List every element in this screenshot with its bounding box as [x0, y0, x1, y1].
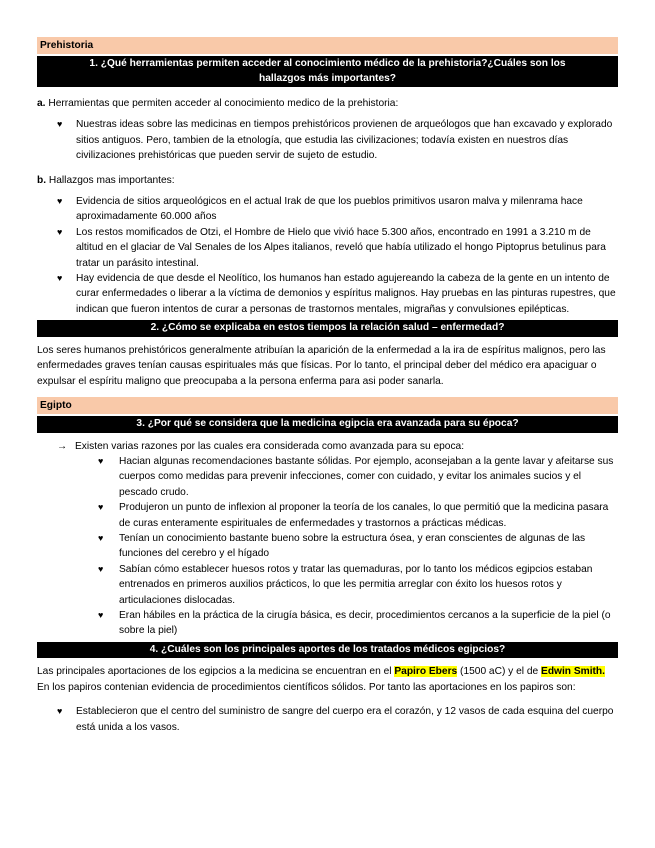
- list-item-text: Eran hábiles en la práctica de la cirugía básica, es decir, procedimientos cercanos a la superficie de la piel (o sobre la piel): [119, 609, 611, 637]
- question-title: 4. ¿Cuáles son los principales aportes de los tratados médicos egipcios?: [149, 643, 506, 655]
- list-item-text: Tenían un conocimiento bastante bueno sobre la estructura ósea, y eran conscientes de algunas de las funciones del cerebro y el hígado: [119, 532, 586, 560]
- paragraph-health-disease: Los seres humanos prehistóricos generalmente atribuían la aparición de la enfermedad a la ira de espíritus malignos, pero las enfermedades graves tenían causas espirituales más que físicas. Por lo tanto, el principal deber del médico era apaciguar o expulsar el espíritu maligno que preocupaba a la persona enferma para asi poder sanarla.: [37, 344, 606, 387]
- list-item: [98, 500, 618, 531]
- question-header-2: [37, 320, 618, 337]
- list-item-text: Los restos momificados de Otzi, el Hombre de Hielo que vivió hace 5.300 años, encontrado en 1991 a 3.210 m de altitud en el glaciar de Val Senales de los Alpes italianos, reveló que había utilizado el hongo Piptoprus betulinus para tratar un parásito intestinal.: [76, 226, 606, 269]
- subheading-a: [37, 96, 618, 111]
- section-title: Prehistoria: [40, 40, 94, 51]
- heart-bullet-icon: ♥: [98, 502, 104, 513]
- question-header-1: [37, 56, 618, 87]
- paragraph-text: En los papiros contenian evidencia de procedimientos científicos sólidos. Por tanto las aportaciones en los papiros son:: [37, 681, 576, 693]
- list-item-text: Produjeron un punto de inflexion al proponer la teoría de los canales, lo que permitió que la medicina pasara de curas enteramente espirituales de enfermedades y trastornos a prácticas médicas.: [119, 502, 609, 529]
- tools-list: [37, 117, 618, 163]
- list-item: [57, 117, 618, 163]
- heart-bullet-icon: ♥: [98, 563, 104, 574]
- section-header-prehistoria: [37, 37, 618, 54]
- heart-bullet-icon: ♥: [57, 226, 63, 237]
- list-item-text: Establecieron que el centro del suministro de sangre del cuerpo era el corazón, y 12 vasos de cada esquina del cuerpo está unida a los vasos.: [76, 706, 614, 733]
- paragraph-text: Las principales aportaciones de los egipcios a la medicina se encuentran en el: [37, 666, 395, 678]
- question-header-4: [37, 642, 618, 659]
- heart-bullet-icon: ♥: [98, 532, 104, 543]
- list-item-text: Nuestras ideas sobre las medicinas en tiempos prehistóricos provienen de arqueólogos que han excavado y explorado sitios antiguos. Pero, tambien de la etnología, que estudia las civilizaciones; todavía existen en nuestros días civilizaciones prehistóricas que pueden servir de sujeto de estudio.: [76, 119, 613, 162]
- subheading-b: [37, 173, 618, 188]
- heart-bullet-icon: ♥: [57, 196, 63, 207]
- list-item: [57, 704, 618, 735]
- heart-bullet-icon: ♥: [98, 609, 104, 620]
- paragraph-text: (1500 aC) y el de: [457, 666, 542, 678]
- highlight-edwin-smith: Edwin Smith.: [541, 666, 605, 678]
- heart-bullet-icon: ♥: [57, 119, 63, 130]
- document-page: [37, 37, 618, 735]
- subheading-text: Herramientas que permiten acceder al conocimiento medico de la prehistoria:: [45, 98, 399, 109]
- subheading-letter: a.: [37, 98, 46, 109]
- heart-bullet-icon: ♥: [98, 455, 104, 466]
- list-item: [57, 194, 618, 225]
- section-title: Egipto: [40, 400, 72, 411]
- question-title: 3. ¿Por qué se considera que la medicina egipcia era avanzada para su época?: [136, 418, 519, 429]
- list-item: [98, 562, 618, 608]
- question-title: 1. ¿Qué herramientas permiten acceder al conocimiento médico de la prehistoria?¿Cuáles son los hallazgos más importantes?: [89, 58, 566, 84]
- list-item: [57, 271, 618, 317]
- highlight-papiro-ebers: Papiro Ebers: [394, 666, 458, 678]
- heart-bullet-icon: ♥: [57, 273, 63, 284]
- heart-bullet-icon: ♥: [57, 706, 63, 717]
- list-item: [98, 608, 618, 639]
- section-header-egipto: [37, 397, 618, 414]
- list-item: [98, 531, 618, 562]
- paragraph-treatises: [37, 664, 618, 695]
- list-item: [57, 225, 618, 271]
- subheading-text: Hallazgos mas importantes:: [46, 174, 175, 186]
- question-title: 2. ¿Cómo se explicaba en estos tiempos la relación salud – enfermedad?: [150, 322, 505, 334]
- question-header-3: [37, 416, 618, 433]
- list-item-text: Hay evidencia de que desde el Neolítico, los humanos han estado agujereando la cabeza de la gente en un intento de curar enfermedades o liberar a la víctima de demonios y espíritus malignos. Hay pruebas en las pinturas rupestres, que indican que fueron intentos de curar a personas de trastornos mentales, migrañas y convulsiones epilépticas.: [76, 273, 616, 315]
- list-item-text: Sabían cómo establecer huesos rotos y tratar las quemaduras, por lo tanto los médicos egipcios estaban entrenados en primeros auxilios prácticos, lo que les permitia arreglar con éxito los huesos rotos y articulaciones dislocadas.: [119, 563, 593, 606]
- list-item-text: Hacian algunas recomendaciones bastante sólidas. Por ejemplo, aconsejaban a la gente lavar y afeitarse sus cuerpos como medidas para prevenir infecciones, comer con cuidado, y evitar los animales sucios y el pescado crudo.: [119, 455, 614, 498]
- arrow-right-icon: →: [57, 440, 68, 452]
- findings-list: [37, 194, 618, 317]
- contributions-list: [37, 704, 618, 735]
- reasons-intro: Existen varias razones por las cuales era considerada como avanzada para su epoca:: [75, 440, 465, 452]
- reasons-list: [75, 454, 618, 639]
- subheading-letter: b.: [37, 174, 47, 186]
- reasons-block: [57, 439, 618, 639]
- list-item-text: Evidencia de sitios arqueológicos en el actual Irak de que los pueblos primitivos usaron malva y milenrama hace aproximadamente 60.000 años: [76, 196, 583, 223]
- list-item: [98, 454, 618, 500]
